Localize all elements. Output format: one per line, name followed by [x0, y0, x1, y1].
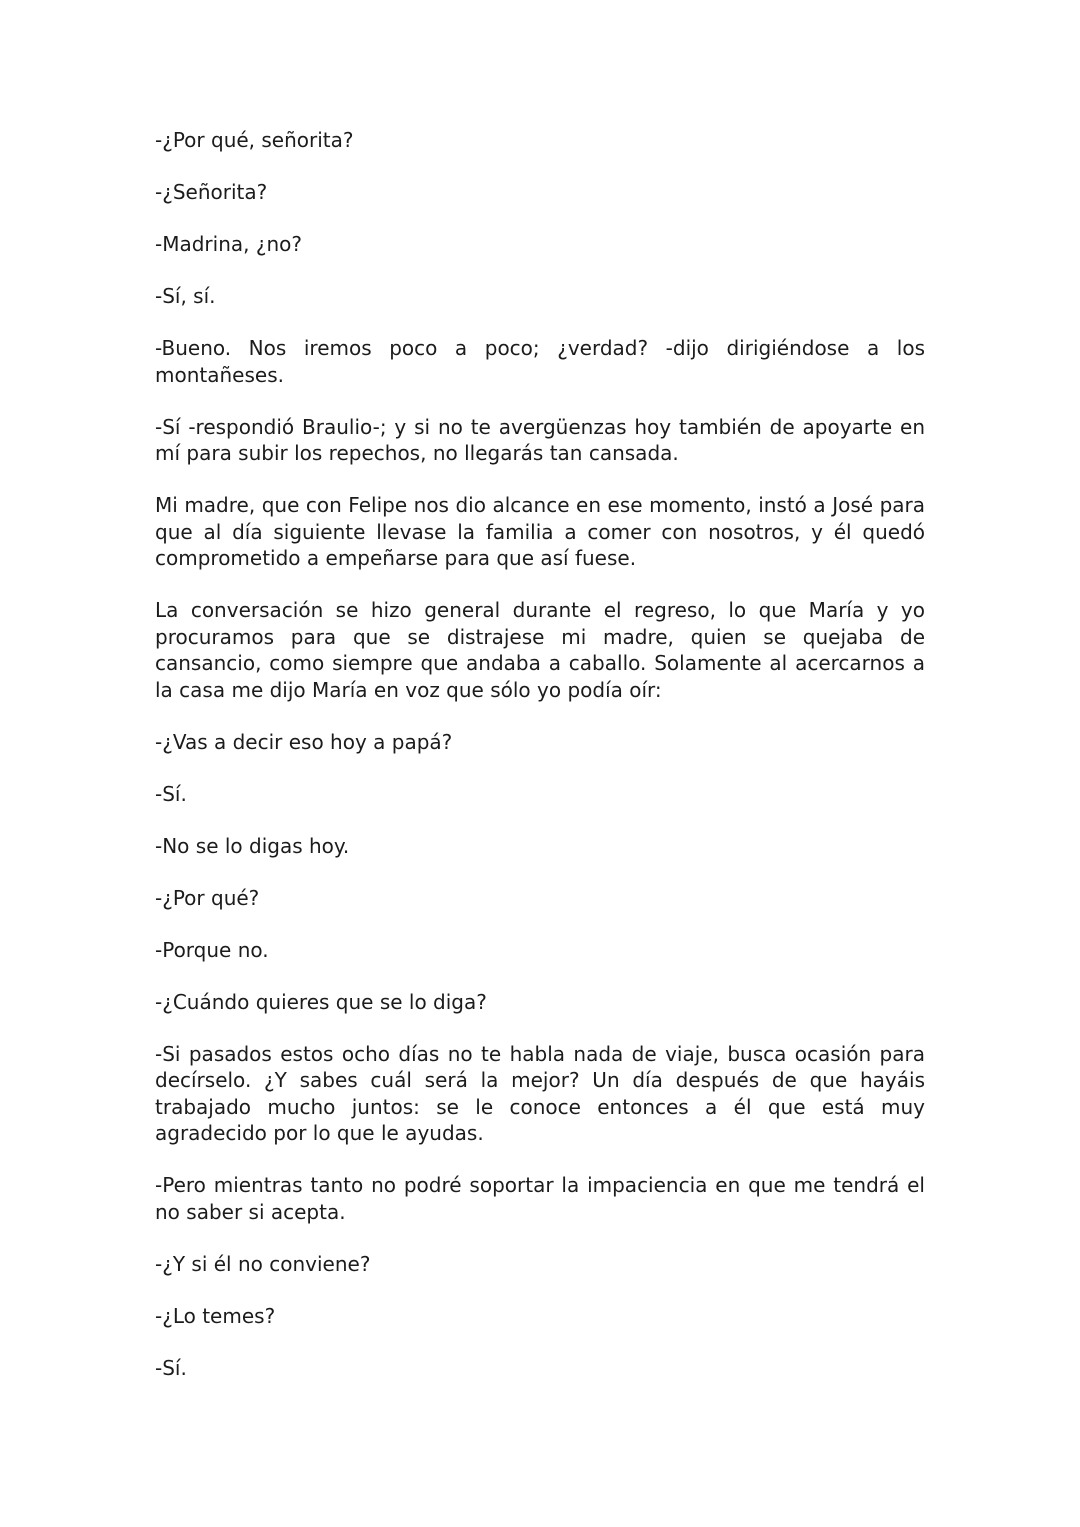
paragraph: -¿Vas a decir eso hoy a papá? — [155, 729, 453, 754]
paragraph: -¿Por qué, señorita? — [155, 128, 354, 152]
paragraph: -Sí. — [155, 781, 187, 806]
paragraph: La conversación se hizo general durante el regreso, lo que María y yo procuramos para que se distrajese mi madre, quien se quejaba de cansancio, como siempre que andaba a caballo. Solamente al acercarnos a la casa me dijo María en voz que sólo yo podía oír: — [155, 598, 925, 702]
paragraph: -Pero mientras tanto no podré soportar la impaciencia en que me tendrá el no saber si acepta. — [155, 1173, 925, 1224]
paragraph: -¿Lo temes? — [155, 1303, 276, 1328]
document-page — [155, 127, 925, 1407]
paragraph: -¿Por qué? — [155, 885, 260, 910]
paragraph: -¿Y si él no conviene? — [155, 1251, 371, 1276]
paragraph: Mi madre, que con Felipe nos dio alcance en ese momento, instó a José para que al día siguiente llevase la familia a comer con nosotros, y él quedó comprometido a empeñarse para que así fuese. — [155, 493, 925, 570]
paragraph: -Sí, sí. — [155, 284, 216, 308]
paragraph: -Bueno. Nos iremos poco a poco; ¿verdad? -dijo dirigiéndose a los montañeses. — [155, 336, 925, 387]
paragraph: -Sí -respondió Braulio-; y si no te avergüenzas hoy también de apoyarte en mí para subir los repechos, no llegarás tan cansada. — [155, 414, 925, 465]
paragraph: -Sí. — [155, 1355, 187, 1380]
paragraph: -Si pasados estos ocho días no te habla nada de viaje, busca ocasión para decírselo. ¿Y sabes cuál será la mejor? Un día después de que hayáis trabajado mucho juntos: se le conoce entonces a él que está muy agradecido por lo que le ayudas. — [155, 1041, 925, 1145]
paragraph: -¿Señorita? — [155, 180, 268, 204]
paragraph: -Madrina, ¿no? — [155, 232, 302, 256]
paragraph: -Porque no. — [155, 937, 269, 962]
paragraph: -No se lo digas hoy. — [155, 833, 350, 858]
paragraph: -¿Cuándo quieres que se lo diga? — [155, 989, 487, 1014]
